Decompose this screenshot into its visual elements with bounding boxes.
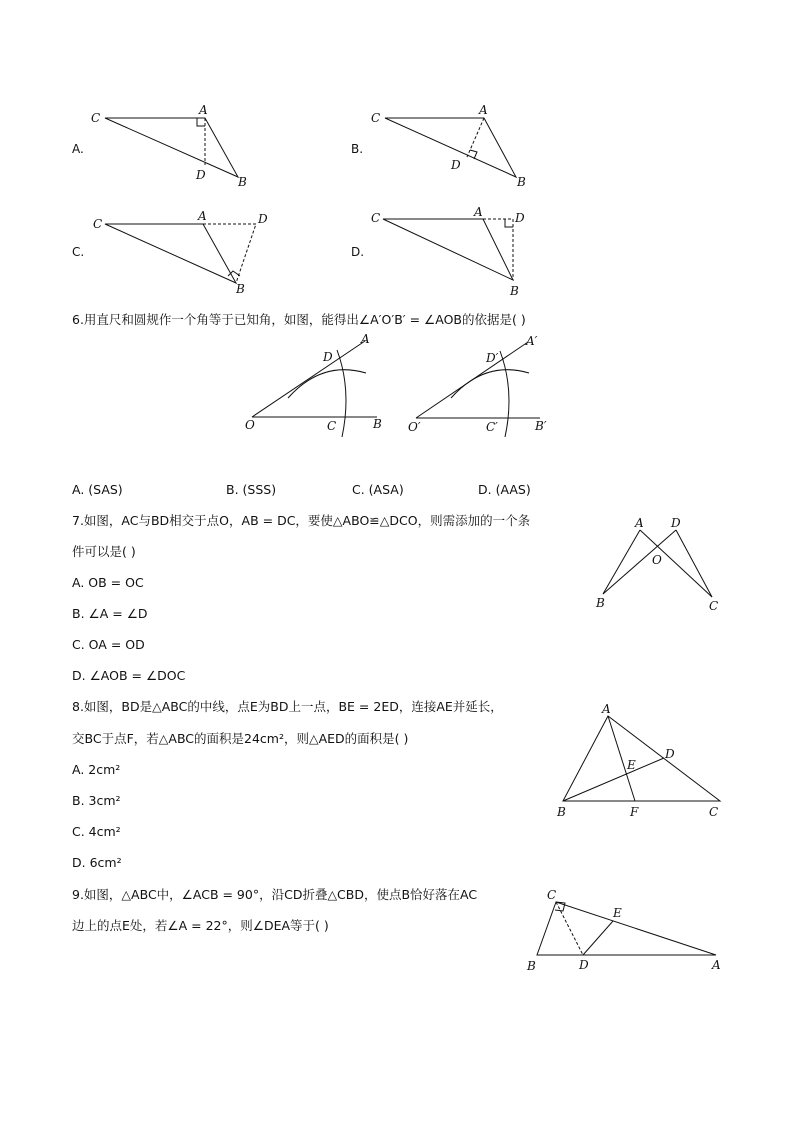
q5b-label-d: D <box>451 158 461 172</box>
q5c-label-d: D <box>258 212 268 226</box>
q6-option-d: D. (AAS) <box>478 482 531 497</box>
q8-question-line2: 交BC于点F，若△ABC的面积是24cm²，则△AED的面积是( ) <box>72 731 409 746</box>
q5c-label-b: B <box>236 282 245 296</box>
q5a-label-b: B <box>238 175 247 189</box>
q8-label-d: D <box>665 747 675 761</box>
q6f2-label-b: B′ <box>535 419 547 433</box>
q7-option-d: D. ∠AOB = ∠DOC <box>72 668 186 683</box>
q5b-label-c: C <box>371 111 381 125</box>
q6f1-label-a: A <box>361 332 370 346</box>
q7-option-b: B. ∠A = ∠D <box>72 606 148 621</box>
q8-option-d: D. 6cm² <box>72 855 122 870</box>
q9-label-d: D <box>579 958 589 972</box>
q9-label-a: A <box>712 958 721 972</box>
q5d-label-a: A <box>474 205 483 219</box>
q9-question-line1: 9.如图，△ABC中，∠ACB = 90°，沿CD折叠△CBD，使点B恰好落在AC <box>72 887 478 902</box>
q5a-label-c: C <box>91 111 101 125</box>
q7-question-line2: 件可以是( ) <box>72 544 136 559</box>
q7-label-c: C <box>709 599 719 613</box>
q5-option-b-label: B. <box>351 142 364 156</box>
q6-option-a: A. (SAS) <box>72 482 123 497</box>
q9-label-b: B <box>527 959 536 973</box>
q8-label-b: B <box>557 805 566 819</box>
q6-option-c: C. (ASA) <box>352 482 404 497</box>
q5-option-d-label: D. <box>351 245 365 259</box>
q7-question-line1: 7.如图，AC与BD相交于点O，AB = DC，要使△ABO≌△DCO，则需添加的一个条 <box>72 513 531 528</box>
q6f2-label-d: D′ <box>486 351 499 365</box>
q8-option-c: C. 4cm² <box>72 824 121 839</box>
q9-label-c: C <box>547 888 557 902</box>
q7-option-c: C. OA = OD <box>72 637 145 652</box>
q5b-label-b: B <box>517 175 526 189</box>
q5-option-a-label: A. <box>72 142 84 156</box>
q7-label-d: D <box>671 516 681 530</box>
q8-question-line1: 8.如图，BD是△ABC的中线，点E为BD上一点，BE = 2ED，连接AE并延长， <box>72 699 503 714</box>
q5d-label-c: C <box>371 211 381 225</box>
q6f1-label-c: C <box>327 419 337 433</box>
q8-label-f: F <box>630 805 639 819</box>
q6f1-label-o: O <box>245 418 255 432</box>
q7-label-o: O <box>652 553 662 567</box>
q6f2-label-a: A′ <box>526 334 538 348</box>
q5-option-c-label: C. <box>72 245 85 259</box>
q6-question: 6.用直尺和圆规作一个角等于已知角，如图，能得出∠A′O′B′ = ∠AOB的依据是( ) <box>72 312 526 327</box>
q6f2-label-c: C′ <box>486 420 498 434</box>
q5d-label-b: B <box>510 284 519 298</box>
q5c-label-a: A <box>198 209 207 223</box>
q5a-label-d: D <box>196 168 206 182</box>
q9-label-e: E <box>613 906 622 920</box>
q5a-label-a: A <box>199 103 208 117</box>
q7-label-b: B <box>596 596 605 610</box>
q7-option-a: A. OB = OC <box>72 575 144 590</box>
q8-option-a: A. 2cm² <box>72 762 121 777</box>
q6-option-b: B. (SSS) <box>226 482 277 497</box>
q6f2-label-o: O′ <box>408 420 421 434</box>
q5c-label-c: C <box>93 217 103 231</box>
q6f1-label-b: B <box>373 417 382 431</box>
q6f1-label-d: D <box>323 350 333 364</box>
q7-label-a: A <box>635 516 644 530</box>
q5d-label-d: D <box>515 211 525 225</box>
q8-option-b: B. 3cm² <box>72 793 121 808</box>
q8-label-e: E <box>627 758 636 772</box>
q8-label-c: C <box>709 805 719 819</box>
q5b-label-a: A <box>479 103 488 117</box>
q8-label-a: A <box>602 702 611 716</box>
q9-question-line2: 边上的点E处，若∠A = 22°，则∠DEA等于( ) <box>72 918 329 933</box>
